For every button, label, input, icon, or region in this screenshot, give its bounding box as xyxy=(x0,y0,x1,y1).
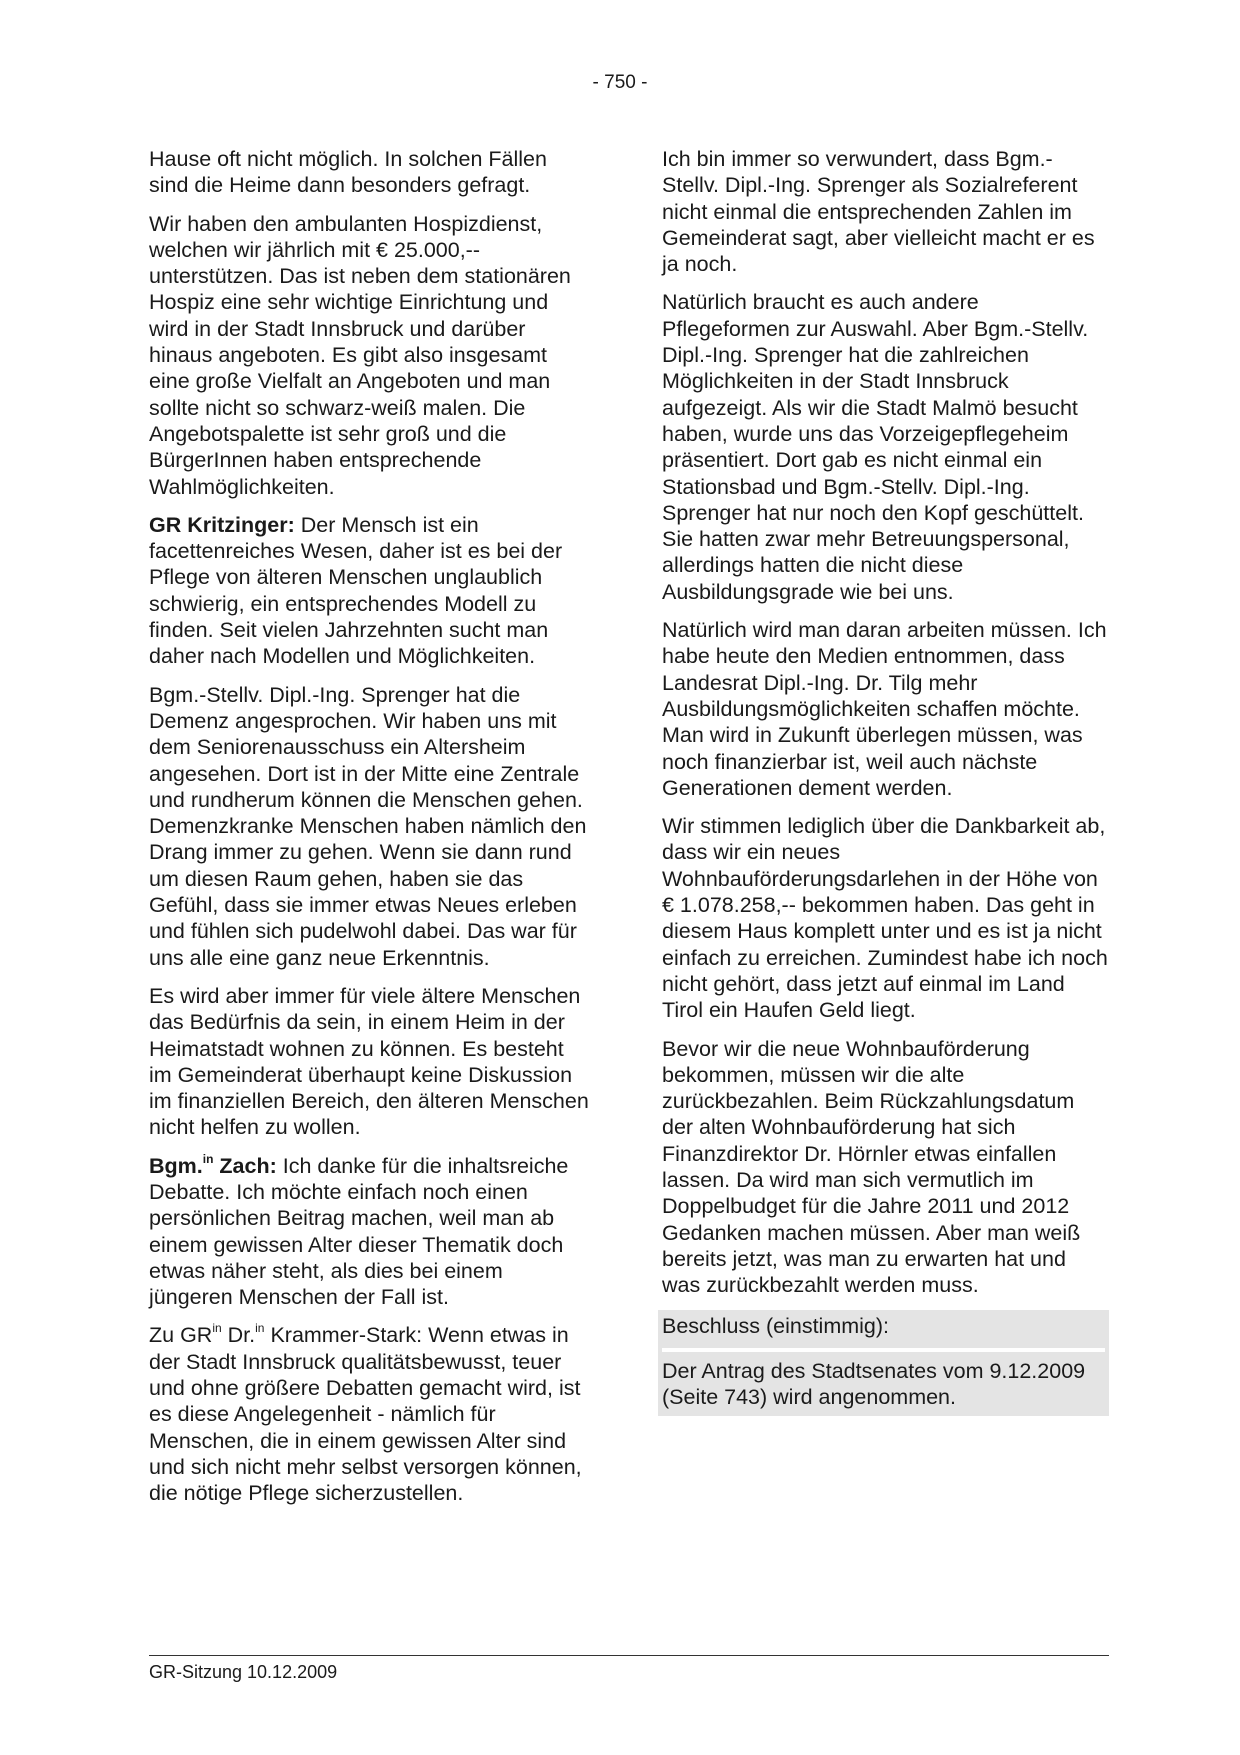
right-column xyxy=(662,146,1109,1416)
paragraph: Bgm.-Stellv. Dipl.-Ing. Sprenger hat die Demenz angesprochen. Wir haben uns mit dem Seniorenausschuss ein Altersheim angesehen. Dort ist in der Mitte eine Zentrale und rundherum können die Menschen gehen. Demenzkranke Menschen haben nämlich den Drang immer zu gehen. Wenn sie dann rund um diesen Raum gehen, haben sie das Gefühl, dass sie immer etwas Neues erleben und fühlen sich pudelwohl dabei. Das war für uns alle eine ganz neue Erkenntnis. xyxy=(149,682,587,970)
speech-text: Ich danke für die inhaltsreiche Debatte. Ich möchte einfach noch einen persönlichen Beitrag machen, weil man ab einem gewissen Alter dieser Thematik doch etwas näher steht, als dies bei einem jüngeren Menschen der Fall ist. xyxy=(149,1153,569,1310)
footer-divider xyxy=(149,1655,1109,1656)
speaker-name xyxy=(149,1151,277,1178)
paragraph-kritzinger xyxy=(149,512,591,670)
title-suffix: in xyxy=(255,1321,265,1336)
paragraph-reply xyxy=(149,1322,591,1506)
left-column xyxy=(149,146,591,1519)
reply-prefix: Zu GR xyxy=(149,1323,213,1348)
page-number: - 750 - xyxy=(592,72,648,93)
speaker-surname: Zach: xyxy=(213,1153,277,1178)
resolution-box xyxy=(658,1310,1109,1416)
paragraph: Natürlich wird man daran arbeiten müssen. Ich habe heute den Medien entnommen, dass Landesrat Dipl.-Ing. Dr. Tilg mehr Ausbildungsmöglichkeiten schaffen möchte. Man wird in Zukunft überlegen müssen, was noch finanzierbar ist, weil auch nächste Generationen dement werden. xyxy=(662,618,1107,800)
paragraph: Hause oft nicht möglich. In solchen Fällen sind die Heime dann besonders gefragt. xyxy=(149,147,547,198)
paragraph: Wir haben den ambulanten Hospizdienst, welchen wir jährlich mit € 25.000,-- unterstützen. Das ist neben dem stationären Hospiz eine sehr wichtige Einrichtung und wird in der Stadt Innsbruck und darüber hinaus angeboten. Es gibt also insgesamt eine große Vielfalt an Angeboten und man sollte nicht so schwarz-weiß malen. Die Angebotspalette ist sehr groß und die BürgerInnen haben entsprechende Wahlmöglichkeiten. xyxy=(149,211,571,499)
title-suffix: in xyxy=(212,1321,222,1336)
paragraph-zach xyxy=(149,1153,591,1311)
resolution-title: Beschluss (einstimmig): xyxy=(662,1314,889,1339)
paragraph: Natürlich braucht es auch andere Pflegeformen zur Auswahl. Aber Bgm.-Stellv. Dipl.-Ing. Sprenger hat die zahlreichen Möglichkeiten in der Stadt Innsbruck aufgezeigt. Als wir die Stadt Malmö besucht haben, wurde uns das Vorzeigepflegeheim präsentiert. Dort gab es nicht einmal ein Stationsbad und Bgm.-Stellv. Dipl.-Ing. Sprenger hat nur noch den Kopf geschüttelt. Sie hatten zwar mehr Betreuungspersonal, allerdings hatten die nicht diese Ausbildungsgrade wie bei uns. xyxy=(662,290,1089,604)
paragraph: Es wird aber immer für viele ältere Menschen das Bedürfnis da sein, in einem Heim in der Heimatstadt wohnen zu können. Es besteht im Gemeinderat überhaupt keine Diskussion im finanziellen Bereich, den älteren Menschen nicht helfen zu wollen. xyxy=(149,983,589,1140)
footer-session-date: GR-Sitzung 10.12.2009 xyxy=(149,1662,338,1682)
speaker-title-suffix: in xyxy=(202,1151,214,1166)
paragraph: Wir stimmen lediglich über die Dankbarkeit ab, dass wir ein neues Wohnbauförderungsdarlehen in der Höhe von € 1.078.258,-- bekommen haben. Das geht in diesem Haus komplett unter und es ist ja nicht einfach zu erreichen. Zumindest habe ich noch nicht gehört, dass jetzt auf einmal im Land Tirol ein Haufen Geld liegt. xyxy=(662,814,1108,1023)
paragraph: Ich bin immer so verwundert, dass Bgm.-Stellv. Dipl.-Ing. Sprenger als Sozialreferent nicht einmal die entsprechenden Zahlen im Gemeinderat sagt, aber vielleicht macht er es ja noch. xyxy=(662,147,1095,277)
speaker-name: GR Kritzinger: xyxy=(149,512,295,537)
resolution-text: Der Antrag des Stadtsenates vom 9.12.2009 (Seite 743) wird angenommen. xyxy=(662,1348,1105,1417)
reply-title: Dr. xyxy=(221,1323,256,1348)
speech-text: Der Mensch ist ein facettenreiches Wesen, daher ist es bei der Pflege von älteren Menschen unglaublich schwierig, ein entsprechendes Modell zu finden. Seit vielen Jahrzehnten sucht man daher nach Modellen und Möglichkeiten. xyxy=(149,512,563,669)
paragraph: Bevor wir die neue Wohnbauförderung bekommen, müssen wir die alte zurückbezahlen. Beim Rückzahlungsdatum der alten Wohnbauförderung hat sich Finanzdirektor Dr. Hörnler etwas einfallen lassen. Da wird man sich vermutlich im Doppelbudget für die Jahre 2011 und 2012 Gedanken machen müssen. Aber man weiß bereits jetzt, was man zu erwarten hat und was zurückbezahlt werden muss. xyxy=(662,1036,1081,1298)
reply-text: Krammer-Stark: Wenn etwas in der Stadt Innsbruck qualitätsbewusst, teuer und ohne größere Debatten gemacht wird, ist es diese Angelegenheit - nämlich für Menschen, die in einem gewissen Alter sind und sich nicht mehr selbst versorgen können, die nötige Pflege sicherzustellen. xyxy=(149,1323,582,1506)
speaker-title: Bgm. xyxy=(149,1153,203,1178)
